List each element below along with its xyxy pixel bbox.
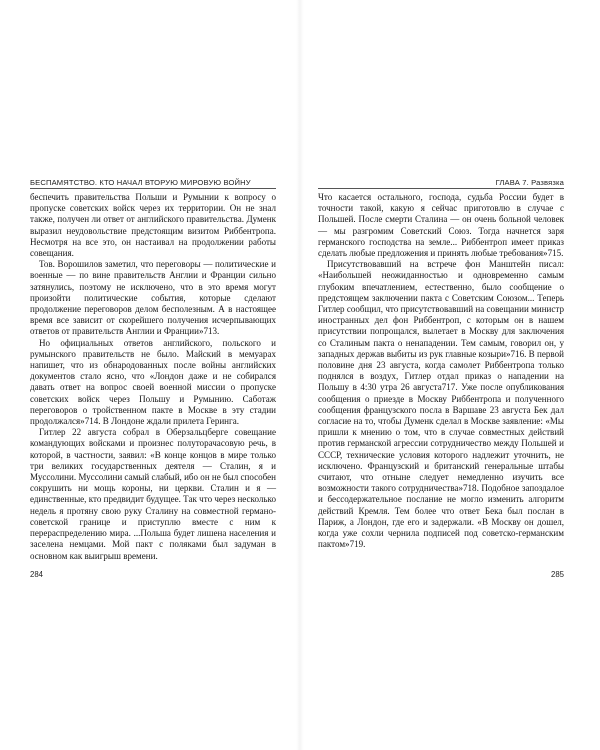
paragraph: Присутствовавший на встрече фон Манштейн писал: «Наибольшей неожиданностью и одновременно самым глубоким впечатлением, естественно, было сообщение о предстоящем заключении пакта с Советским Союзом... Теперь Гитлер сообщил, что присутствовавший на совещании министр иностранных дел фон Риббентроп, с которым он в нашем присутствии попрощался, вылетает в Москву для заключения со Сталиным пакта о ненападении. Тем самым, говорил он, у западных держав выбиты из рук главные козыри»716. В первой половине дня 23 августа, когда самолет Риббентропа только поднялся в воздух, Гитлер отдал приказ о нападении на Польшу в 4:30 утра 26 августа717. Уже после опубликования сообщения о приезде в Москву Риббентропа и полученного сообщения французского посла в Варшаве 23 августа Бек дал согласие на то, чтобы Думенк сделал в Москве заявление: «Мы пришли к мнению о том, что в случае совместных действий против германской агрессии сотрудничество между Польшей и СССР, технические условия которого надлежит уточнить, не исключено. Французский и британский генеральные штабы считают, что отныне следует немедленно изучить все возможности такого сотрудничества»718. Подобное запоздалое и бессодержательное послание не могло изменить алгоритм действий Кремля. Тем более что ответ Бека был послан в Париж, а Лондон, где его и задержали. «В Москву он дошел, когда уже сохли чернила подписей под советско-германским пактом»719. <box>318 259 564 550</box>
running-head-right: ГЛАВА 7. Развязка <box>318 178 564 189</box>
paragraph: Тов. Ворошилов заметил, что переговоры — политические и военные — по вине правительств Англии и Франции сильно затянулись, поэтому не исключено, что в это время могут произойти политические события, которые сделают продолжение переговоров делом бесполезным. А в настоящее время все зависит от скорейшего получения исчерпывающих ответов от правительств Англии и Франции»713. <box>30 259 276 337</box>
running-head-left: БЕСПАМЯТСТВО. КТО НАЧАЛ ВТОРУЮ МИРОВУЮ ВОЙНУ <box>30 178 276 189</box>
right-page <box>318 178 564 551</box>
page-number-left: 284 <box>30 570 44 579</box>
paragraph: беспечить правительства Польши и Румынии к вопросу о пропуске советских войск через их территории. Он не знал также, получен ли ответ от английского правительства. Думенк выразил неудовольствие предстоящим визитом Риббентропа. Несмотря на все это, он настаивал на продолжении работы совещания. <box>30 192 276 259</box>
paragraph: Но официальных ответов английского, польского и румынского правительств не было. Майский в мемуарах напишет, что из обнародованных после войны английских документов стало ясно, что «Лондон даже и не собирался давать ответ на вопрос своей военной миссии о пропуске советских войск через Польшу и Румынию. Саботаж переговоров о тройственном пакте в Москве в эту стадии продолжался»714. В Лондоне ждали прилета Геринга. <box>30 337 276 427</box>
right-page-body <box>318 192 564 551</box>
book-gutter <box>296 0 304 750</box>
paragraph: Гитлер 22 августа собрал в Оберзальцберге совещание командующих войсками и произнес полуторачасовую речь, в которой, в частности, заявил: «В конце концов в мире только три великих государственных деятеля — Сталин, я и Муссолини. Муссолини самый слабый, ибо он не был способен сокрушить ни мощь короны, ни церкви. Сталин и я — единственные, кто предвидит будущее. Так что через несколько недель я протяну свою руку Сталину на совместной германо-советской границе и приступлю вместе с ним к перераспределению мира. ...Польша будет лишена населения и заселена немцами. Мой пакт с поляками был задуман в основном как выигрыш времени. <box>30 427 276 561</box>
left-page-body <box>30 192 276 562</box>
paragraph: Что касается остального, господа, судьба России будет в точности такой, какую я сейчас приготовлю в случае с Польшей. После смерти Сталина — он очень больной человек — мы разгромим Советский Союз. Тогда начнется заря германского господства на земле... Риббентроп имеет приказ сделать любые предложения и принять любые требования»715. <box>318 192 564 259</box>
page-number-right: 285 <box>550 570 564 579</box>
left-page <box>30 178 276 562</box>
